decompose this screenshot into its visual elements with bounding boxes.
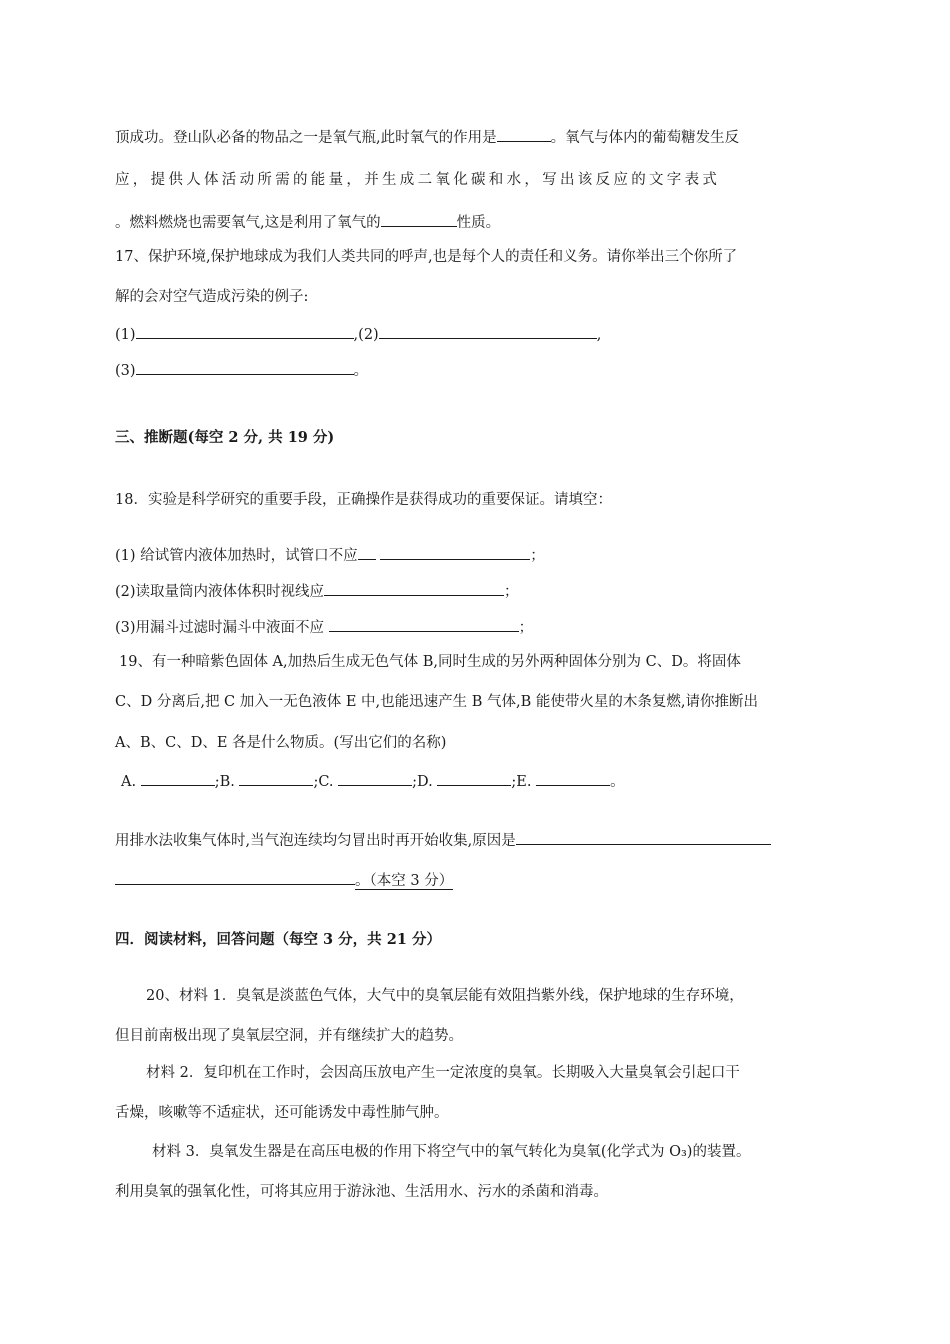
- q19-stem-line-2: C、D 分离后,把 C 加入一无色液体 E 中,也能迅速产生 B 气体,B 能使带火星的木条复燃,请你推断出: [115, 694, 759, 710]
- score-note: 。（本空 3 分）: [355, 873, 454, 889]
- punctuation: ；: [530, 548, 545, 564]
- q18-item-text: (1) 给试管内液体加热时，试管口不应: [115, 548, 358, 564]
- q19-extra-question: [115, 830, 771, 851]
- q17-stem-line-2: 解的会对空气造成污染的例子:: [115, 289, 309, 305]
- punctuation: ；: [504, 584, 519, 600]
- answer-blank[interactable]: [381, 212, 457, 227]
- item-number: (1): [115, 327, 136, 343]
- q19-answer-row: [121, 771, 625, 792]
- q19-extra-text: 用排水法收集气体时,当气泡连续均匀冒出时再开始收集,原因是: [115, 833, 516, 849]
- punctuation: 。: [610, 774, 625, 790]
- q20-material-2-line-2: 舌燥，咳嗽等不适症状，还可能诱发中毒性肺气肿。: [115, 1105, 449, 1121]
- punctuation: ,: [353, 327, 359, 343]
- q19-stem-line-3: A、B、C、D、E 各是什么物质。(写出它们的名称): [115, 735, 447, 751]
- answer-label-a: A.: [121, 774, 137, 790]
- answer-blank[interactable]: [115, 870, 355, 885]
- answer-blank-b[interactable]: [239, 771, 313, 786]
- answer-blank[interactable]: [136, 324, 354, 339]
- answer-blank[interactable]: [329, 617, 519, 632]
- answer-blank[interactable]: [379, 324, 597, 339]
- q16-line-1: [115, 127, 739, 148]
- answer-blank[interactable]: [136, 360, 354, 375]
- q18-item-1: [115, 545, 545, 566]
- answer-label-e: ;E.: [511, 774, 532, 790]
- q16-text-c: 。燃料燃烧也需要氧气,这是利用了氧气的: [115, 215, 381, 231]
- answer-blank[interactable]: [516, 830, 771, 845]
- answer-blank[interactable]: [358, 545, 376, 560]
- q20-material-3-line-2: 利用臭氧的强氧化性，可将其应用于游泳池、生活用水、污水的杀菌和消毒。: [115, 1184, 608, 1200]
- q17-answer-row-2: [115, 360, 368, 381]
- q18-item-3: [115, 617, 533, 638]
- q20-material-1-line-2: 但目前南极出现了臭氧层空洞，并有继续扩大的趋势。: [115, 1028, 463, 1044]
- answer-blank-c[interactable]: [338, 771, 412, 786]
- section-3-title: 三、推断题(每空 2 分, 共 19 分): [115, 429, 335, 446]
- q18-item-2: [115, 581, 519, 602]
- q19-extra-continuation: [115, 870, 453, 891]
- answer-blank-a[interactable]: [141, 771, 215, 786]
- q16-text-d: 性质。: [456, 215, 501, 231]
- answer-label-d: ;D.: [412, 774, 433, 790]
- q17-stem-line-1: 17、保护环境,保护地球成为我们人类共同的呼声,也是每个人的责任和义务。请你举出三个你所了: [115, 249, 738, 265]
- q20-material-3-line-1: 材料 3．臭氧发生器是在高压电极的作用下将空气中的氧气转化为臭氧(化学式为 O₃)的装置。: [152, 1144, 751, 1160]
- answer-blank[interactable]: [324, 581, 504, 596]
- item-number: (2): [358, 327, 379, 343]
- item-number: (3): [115, 363, 136, 379]
- q20-material-1-line-1: 20、材料 1．臭氧是淡蓝色气体，大气中的臭氧层能有效阻挡紫外线，保护地球的生存环境，: [146, 988, 744, 1004]
- q20-material-2-line-1: 材料 2．复印机在工作时，会因高压放电产生一定浓度的臭氧。长期吸入大量臭氧会引起口干: [146, 1065, 740, 1081]
- punctuation: 。: [353, 363, 369, 379]
- answer-blank-e[interactable]: [536, 771, 610, 786]
- answer-blank[interactable]: [497, 127, 551, 142]
- q16-text-b: 。氧气与体内的葡萄糖发生反: [550, 130, 740, 146]
- answer-blank-d[interactable]: [437, 771, 511, 786]
- section-4-title: 四．阅读材料，回答问题（每空 3 分，共 21 分）: [115, 931, 441, 948]
- q16-line-2: 应，提供人体活动所需的能量，并生成二氧化碳和水，写出该反应的文字表式: [115, 172, 721, 188]
- q18-item-text: (3)用漏斗过滤时漏斗中液面不应: [115, 620, 325, 636]
- punctuation: ,: [596, 327, 602, 343]
- q16-line-3: [115, 212, 500, 233]
- answer-blank[interactable]: [380, 545, 530, 560]
- q19-stem-line-1: 19、有一种暗紫色固体 A,加热后生成无色气体 B,同时生成的另外两种固体分别为 C、D。将固体: [119, 654, 741, 670]
- answer-label-b: ;B.: [214, 774, 235, 790]
- answer-label-c: ;C.: [313, 774, 334, 790]
- q16-text-a: 顶成功。登山队必备的物品之一是氧气瓶,此时氧气的作用是: [115, 130, 497, 146]
- punctuation: ；: [518, 620, 534, 636]
- q17-answer-row-1: [115, 324, 601, 345]
- q18-stem: 18．实验是科学研究的重要手段，正确操作是获得成功的重要保证。请填空：: [115, 492, 612, 508]
- q18-item-text: (2)读取量筒内液体体积时视线应: [115, 584, 325, 600]
